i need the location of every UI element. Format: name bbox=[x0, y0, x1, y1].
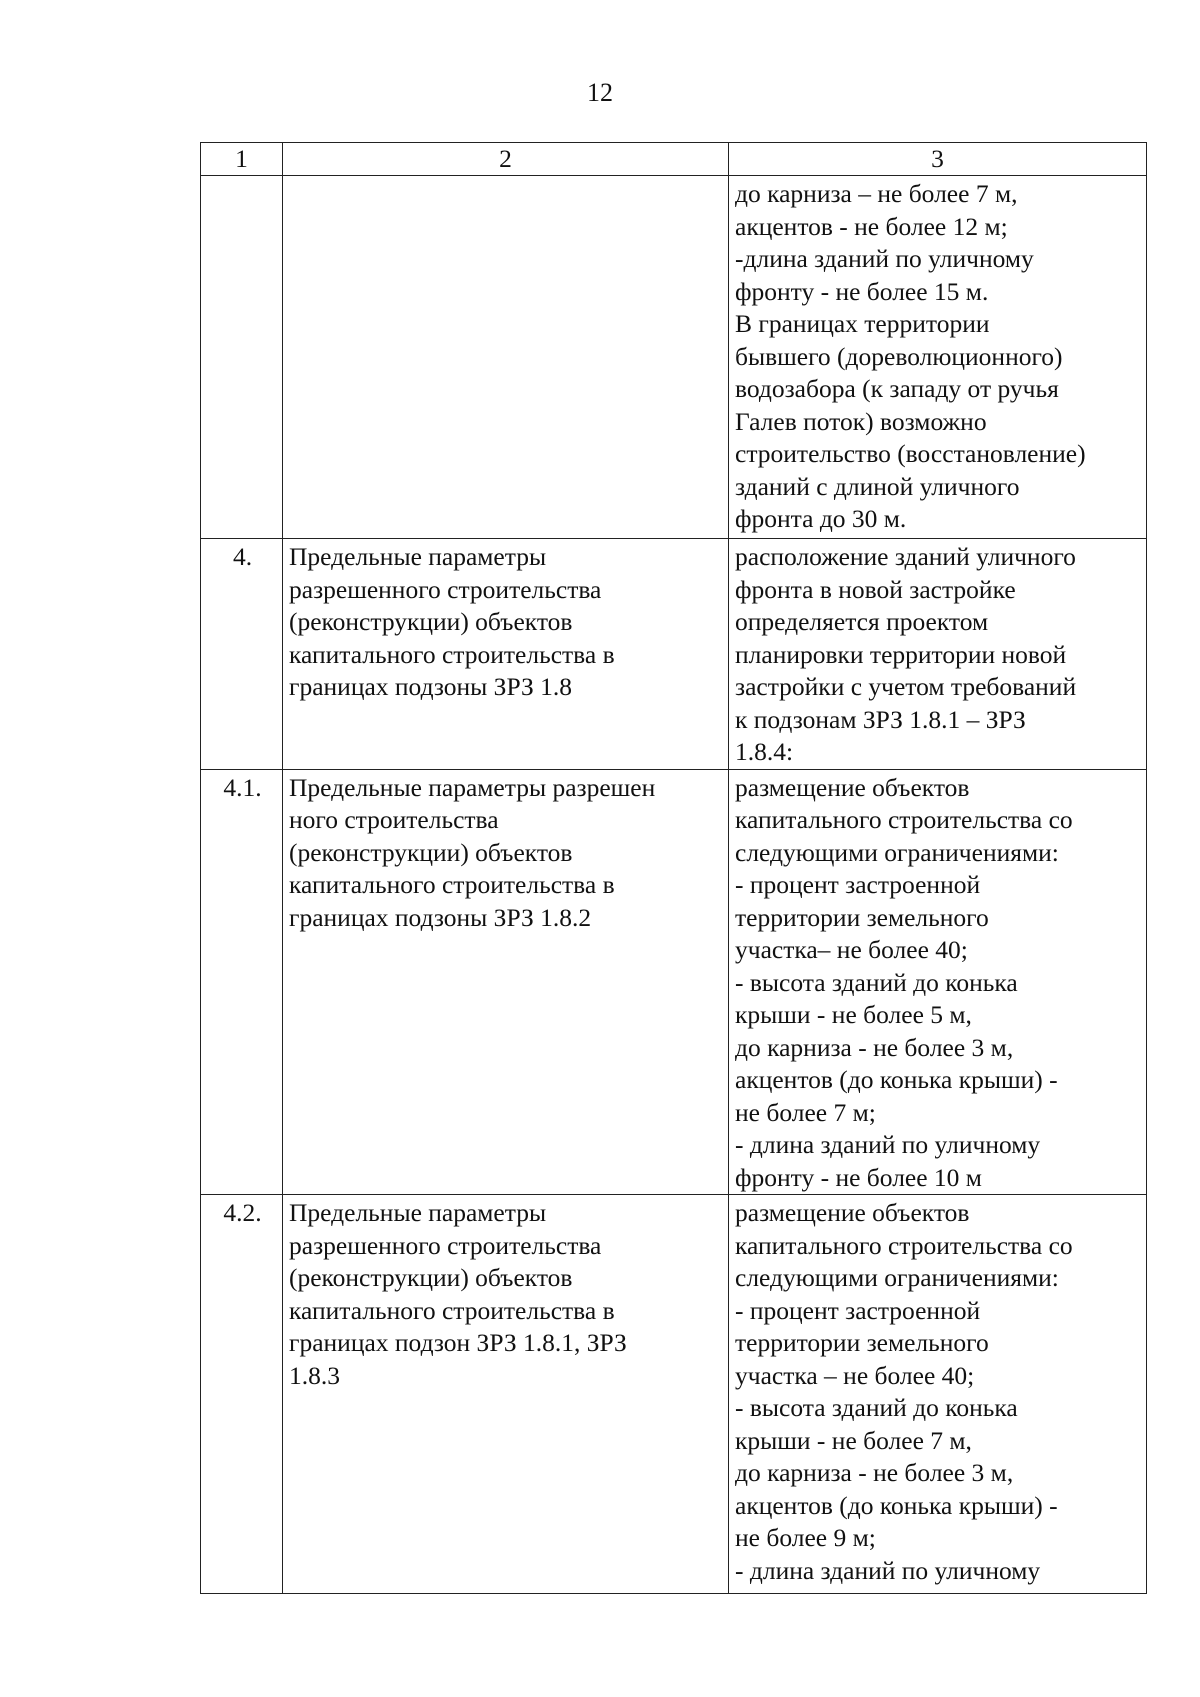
value-line: акцентов (до конька крыши) - bbox=[735, 1065, 1058, 1094]
row-number-cell bbox=[201, 176, 283, 539]
value-line: акцентов - не более 12 м; bbox=[735, 211, 1008, 241]
parameter-line: разрешенного строительства bbox=[289, 1230, 602, 1260]
value-line: фронта в новой застройке bbox=[735, 574, 1016, 604]
value-line: капитального строительства со bbox=[735, 805, 1073, 834]
value-line: не более 7 м; bbox=[735, 1097, 876, 1127]
table-header-row bbox=[201, 143, 1147, 176]
value-line: бывшего (дореволюционного) bbox=[735, 341, 1063, 371]
page-number: 12 bbox=[587, 78, 613, 107]
value-cell bbox=[729, 176, 1147, 539]
value-line: - процент застроенной bbox=[735, 870, 981, 899]
value-line: территории земельного bbox=[735, 1328, 989, 1357]
header-cell-parameter: 2 bbox=[283, 143, 729, 176]
value-line: к подзонам ЗРЗ 1.8.1 – ЗРЗ bbox=[735, 704, 1026, 734]
value-cell bbox=[729, 1195, 1147, 1594]
parameter-line: Предельные параметры разрешен bbox=[289, 772, 656, 802]
value-line: - высота зданий до конька bbox=[735, 1393, 1018, 1422]
parameter-cell bbox=[283, 539, 729, 770]
value-line: фронту - не более 10 м bbox=[735, 1162, 982, 1192]
value-line: водозабора (к западу от ручья bbox=[735, 374, 1059, 403]
value-line: -длина зданий по уличному bbox=[735, 244, 1034, 273]
value-line: определяется проектом bbox=[735, 607, 989, 636]
parameter-line: Предельные параметры bbox=[289, 1198, 547, 1227]
value-line: территории земельного bbox=[735, 902, 989, 932]
parameter-line: (реконструкции) объектов bbox=[289, 1263, 573, 1292]
parameter-line: границах подзон ЗРЗ 1.8.1, ЗРЗ bbox=[289, 1328, 627, 1357]
parameter-line: границах подзоны ЗРЗ 1.8.2 bbox=[289, 902, 592, 932]
value-line: строительство (восстановление) bbox=[735, 439, 1086, 468]
table-row bbox=[201, 539, 1147, 770]
value-line: не более 9 м; bbox=[735, 1523, 876, 1552]
value-cell bbox=[729, 539, 1147, 770]
value-line: следующими ограничениями: bbox=[735, 1263, 1059, 1292]
value-line: до карниза – не более 7 м, bbox=[735, 179, 1018, 208]
value-line: крыши - не более 7 м, bbox=[735, 1425, 972, 1455]
value-line: до карниза - не более 3 м, bbox=[735, 1458, 1014, 1487]
value-line: 1.8.4: bbox=[735, 737, 794, 766]
value-line: - длина зданий по уличному bbox=[735, 1555, 1041, 1585]
parameter-line: (реконструкции) объектов bbox=[289, 607, 573, 636]
header-cell-value: 3 bbox=[729, 143, 1147, 176]
value-line: Галев поток) возможно bbox=[735, 406, 987, 436]
value-line: В границах территории bbox=[735, 309, 990, 338]
table-row bbox=[201, 769, 1147, 1195]
header-cell-number: 1 bbox=[201, 143, 283, 176]
parameter-line: капитального строительства в bbox=[289, 1295, 615, 1325]
value-line: - длина зданий по уличному bbox=[735, 1130, 1041, 1159]
value-line: до карниза - не более 3 м, bbox=[735, 1032, 1014, 1062]
value-line: размещение объектов bbox=[735, 1198, 970, 1227]
value-line: крыши - не более 5 м, bbox=[735, 1000, 972, 1029]
parameter-line: границах подзоны ЗРЗ 1.8 bbox=[289, 672, 572, 701]
value-line: фронту - не более 15 м. bbox=[735, 276, 989, 306]
parameter-cell bbox=[283, 176, 729, 539]
value-line: капитального строительства со bbox=[735, 1230, 1073, 1260]
parameter-line: (реконструкции) объектов bbox=[289, 837, 573, 867]
parameter-line: Предельные параметры bbox=[289, 542, 547, 571]
row-number-cell: 4.1. bbox=[201, 769, 283, 1195]
value-line: участка– не более 40; bbox=[735, 935, 968, 964]
parameter-line: ного строительства bbox=[289, 805, 499, 834]
value-line: участка – не более 40; bbox=[735, 1360, 975, 1390]
parameter-line: капитального строительства в bbox=[289, 639, 615, 669]
value-line: зданий с длиной уличного bbox=[735, 471, 1020, 501]
value-line: - процент застроенной bbox=[735, 1295, 981, 1325]
value-cell bbox=[729, 769, 1147, 1195]
regulations-table bbox=[200, 142, 1147, 1594]
table-row bbox=[201, 1195, 1147, 1594]
row-number-cell: 4.2. bbox=[201, 1195, 283, 1594]
parameter-cell bbox=[283, 1195, 729, 1594]
table-row bbox=[201, 176, 1147, 539]
parameter-line: разрешенного строительства bbox=[289, 574, 602, 604]
value-line: планировки территории новой bbox=[735, 639, 1067, 669]
value-line: - высота зданий до конька bbox=[735, 967, 1018, 997]
value-line: расположение зданий уличного bbox=[735, 542, 1076, 571]
value-line: фронта до 30 м. bbox=[735, 504, 907, 533]
value-line: следующими ограничениями: bbox=[735, 837, 1059, 867]
row-number-cell: 4. bbox=[201, 539, 283, 770]
parameter-cell bbox=[283, 769, 729, 1195]
value-line: акцентов (до конька крыши) - bbox=[735, 1490, 1058, 1520]
value-line: застройки с учетом требований bbox=[735, 672, 1077, 701]
parameter-line: капитального строительства в bbox=[289, 870, 615, 899]
value-line: размещение объектов bbox=[735, 772, 970, 802]
parameter-line: 1.8.3 bbox=[289, 1360, 340, 1390]
